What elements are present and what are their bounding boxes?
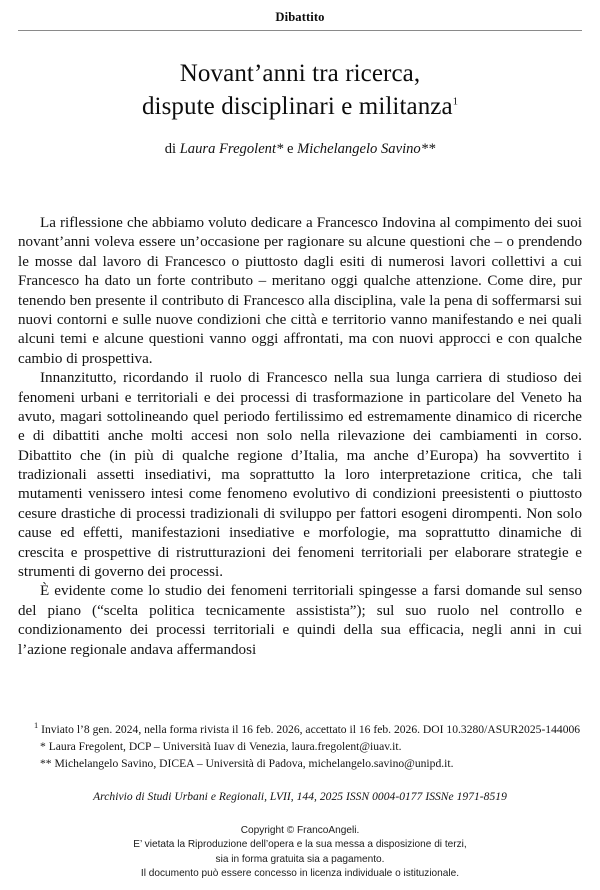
- byline-conjunction: e: [283, 140, 298, 157]
- copyright-line-2: E’ vietata la Riproduzione dell’opera e la sua messa a disposizione di terzi,: [133, 839, 467, 851]
- copyright-line-1: Copyright © FrancoAngeli.: [240, 825, 360, 836]
- running-head-label: Dibattito: [275, 10, 325, 24]
- running-head-area: [0, 0, 600, 31]
- body-paragraph: Innanzitutto, ricordando il ruolo di Francesco nella sua lunga carriera di studioso dei fenomeni urbani e territoriali e dei processi di trasformazione in particolare del Veneto ha avuto, magari sottolineando quel periodo fertilissimo ed estremamente dinamico di ricerche e di dibattiti anche molti accesi non solo nella rilevazione dei cambiamenti in corso. Dibattito che (in più di qualche regione d’Italia, ma anche d’Europa) ha sovvertito i tradizionali assetti insediativi, ma soprattutto la loro interpretazione critica, che tali mutamenti venissero intesi come fenomeno evolutivo di condizioni preesistenti o piuttosto cesure drastiche di processi tradizionali di sviluppo per fattori esogeni dirompenti. Non solo cause ed effetti, manifestazioni insediative e morfologie, ma soprattutto dinamiche di crescita e prospettive di ristrutturazioni dei fenomeni territoriali per elaborare strategie e strumenti di governo dei processi.: [18, 370, 582, 581]
- footnote-marker: 1: [34, 721, 39, 731]
- byline-author-1: Laura Fregolent*: [179, 140, 284, 157]
- byline-author-2: Michelangelo Savino**: [297, 140, 436, 157]
- title-block: [0, 57, 600, 158]
- article-title-line-1: Novant’anni tra ricerca,: [179, 59, 421, 87]
- byline-prefix: di: [164, 140, 180, 157]
- byline: [50, 141, 550, 158]
- copyright-line-3: sia in forma gratuita sia a pagamento.: [215, 853, 385, 865]
- footnote-area: [18, 722, 582, 771]
- footnote-author-1: * Laura Fregolent, DCP – Università Iuav di Venezia, laura.fregolent@iuav.it.: [40, 739, 402, 753]
- article-title-line-2: dispute disciplinari e militanza: [141, 92, 453, 120]
- title-footnote-marker: 1: [452, 96, 459, 108]
- journal-citation: Archivio di Studi Urbani e Regionali, LVII, 144, 2025 ISSN 0004-0177 ISSNe 1971-8519: [93, 791, 507, 803]
- copyright-line-4: Il documento può essere concesso in licenza individuale o istituzionale.: [140, 867, 460, 879]
- body-paragraph: È evidente come lo studio dei fenomeni territoriali spingesse a farsi domande sul senso del piano (“scelta politica tecnicamente assistista”); sul suo ruolo nel controllo e condizionamento dei processi territoriali e quindi della sua efficacia, negli anni in cui l’azione regionale andava affermandosi: [18, 583, 582, 658]
- footnote-submission-text: Inviato l’8 gen. 2024, nella forma rivista il 16 feb. 2026, accettato il 16 feb. 2026. DOI 10.3280/ASUR2025-144006: [41, 723, 581, 736]
- copyright-notice: [0, 824, 600, 881]
- article-body: [18, 214, 582, 660]
- footnote-submission: [18, 722, 582, 737]
- body-paragraph: La riflessione che abbiamo voluto dedicare a Francesco Indovina al compimento dei suoi novant’anni voleva essere un’occasione per ragionare su alcune questioni che – o prendendo le mosse dal lavoro di Francesco o piuttosto dagli esiti di numerosi lavori collettivi a cui Francesco ha dato un forte contributo – meritano oggi qualche attenzione. Come dire, pur tenendo ben presente il contributo di Francesco alla disciplina, vale la pena di soffermarsi sui nuovi contorni e sulle nuove condizioni che città e territorio vanno manifestando e nei quali alcuni temi e alcune questioni vanno oggi affrontati, ma con nuovi approcci e con qualche cambio di prospettiva.: [18, 215, 582, 367]
- page-title: [50, 57, 550, 123]
- footnote-author-2: ** Michelangelo Savino, DICEA – Università di Padova, michelangelo.savino@unipd.it.: [40, 756, 454, 770]
- header-divider-rule: [18, 30, 582, 31]
